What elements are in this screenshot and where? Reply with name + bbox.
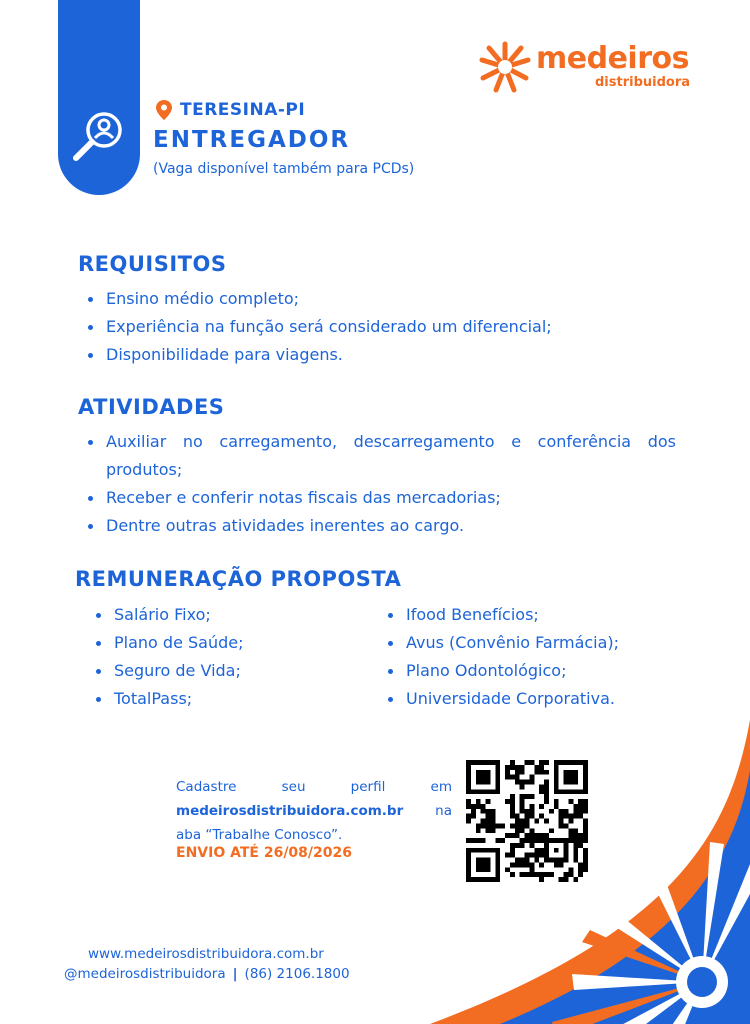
footer-social[interactable]: @medeirosdistribuidora bbox=[64, 966, 226, 982]
list-item: Avus (Convênio Farmácia); bbox=[380, 629, 710, 657]
atividades-list bbox=[80, 428, 676, 540]
cta-prefix: Cadastre seu perfil em bbox=[176, 779, 452, 795]
list-item: Universidade Corporativa. bbox=[380, 685, 710, 713]
brand-subtitle: distribuidora bbox=[595, 75, 691, 90]
list-item: Dentre outras atividades inerentes ao cargo. bbox=[80, 512, 676, 540]
cta-text bbox=[176, 775, 452, 847]
brand-sunburst-icon bbox=[478, 40, 532, 94]
requisitos-title: REQUISITOS bbox=[78, 252, 227, 276]
location-text: TERESINA-PI bbox=[180, 100, 306, 120]
remuneracao-title: REMUNERAÇÃO PROPOSTA bbox=[75, 567, 402, 591]
list-item: Plano Odontológico; bbox=[380, 657, 710, 685]
job-note: (Vaga disponível também para PCDs) bbox=[153, 161, 415, 177]
list-item: Ifood Benefícios; bbox=[380, 601, 710, 629]
footer-contacts bbox=[64, 966, 350, 982]
job-title: ENTREGADOR bbox=[153, 127, 351, 153]
cta-site-link[interactable]: medeirosdistribuidora.com.br bbox=[176, 803, 404, 819]
location bbox=[156, 100, 305, 120]
requisitos-list bbox=[80, 285, 680, 369]
list-item: Experiência na função será considerado um diferencial; bbox=[80, 313, 680, 341]
list-item: Disponibilidade para viagens. bbox=[80, 341, 680, 369]
brand-name: medeiros bbox=[536, 41, 689, 76]
brand-logo bbox=[478, 40, 693, 96]
cta-suffix: na aba “Trabalhe Conosco”. bbox=[176, 803, 452, 843]
user-search-icon bbox=[70, 108, 128, 166]
remuneracao-list-left bbox=[88, 601, 348, 713]
footer-phone: (86) 2106.1800 bbox=[244, 966, 350, 982]
list-item: Receber e conferir notas fiscais das mercadorias; bbox=[80, 484, 676, 512]
footer-website[interactable]: www.medeirosdistribuidora.com.br bbox=[88, 946, 324, 962]
list-item: Seguro de Vida; bbox=[88, 657, 348, 685]
corner-decoration bbox=[430, 720, 750, 1024]
list-item: TotalPass; bbox=[88, 685, 348, 713]
list-item: Auxiliar no carregamento, descarregamento e conferência dos produtos; bbox=[80, 428, 676, 484]
list-item: Plano de Saúde; bbox=[88, 629, 348, 657]
remuneracao-list-right bbox=[380, 601, 710, 713]
list-item: Salário Fixo; bbox=[88, 601, 348, 629]
atividades-title: ATIVIDADES bbox=[78, 395, 225, 419]
footer-separator: | bbox=[232, 966, 238, 982]
location-pin-icon bbox=[156, 100, 172, 120]
list-item: Ensino médio completo; bbox=[80, 285, 680, 313]
deadline: ENVIO ATÉ 26/08/2026 bbox=[176, 845, 352, 861]
